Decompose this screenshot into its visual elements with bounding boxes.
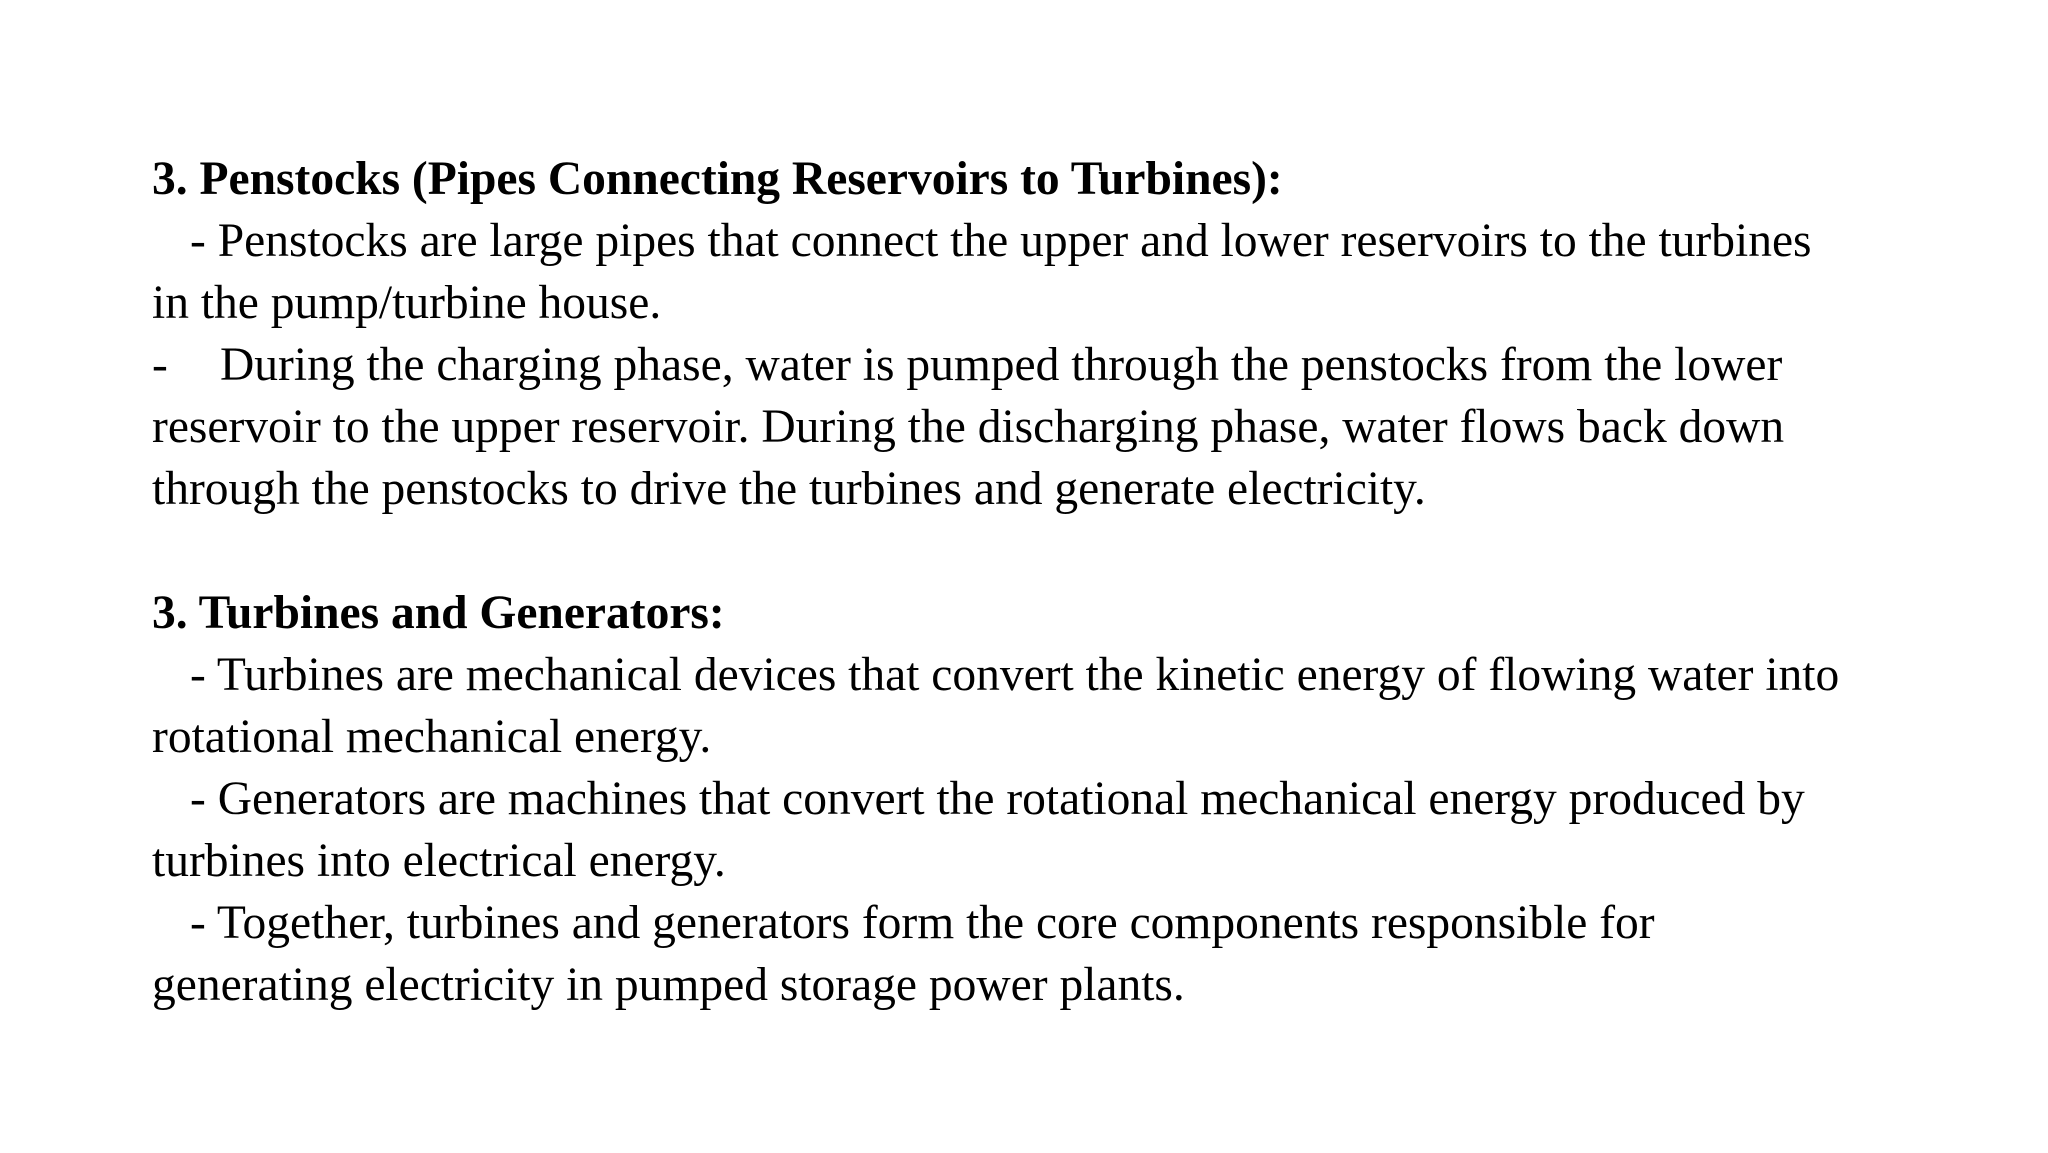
bullet-text: During the charging phase, water is pumped through the penstocks from the lower xyxy=(220,339,1783,391)
bullet-dash: - xyxy=(152,339,168,391)
section-penstocks xyxy=(152,148,2012,520)
section-spacer xyxy=(152,520,2012,582)
section-turbines-generators xyxy=(152,582,2012,1016)
section-heading: 3. Turbines and Generators: xyxy=(152,587,725,639)
bullet-continuation: through the penstocks to drive the turbines and generate electricity. xyxy=(152,463,1426,515)
document-content xyxy=(152,148,2012,1016)
bullet-line: - Together, turbines and generators form the core components responsible for xyxy=(190,897,1655,949)
bullet-continuation: in the pump/turbine house. xyxy=(152,277,662,329)
bullet-line: - Turbines are mechanical devices that convert the kinetic energy of flowing water into xyxy=(190,649,1840,701)
section-heading: 3. Penstocks (Pipes Connecting Reservoirs to Turbines): xyxy=(152,153,1283,205)
bullet-continuation: reservoir to the upper reservoir. During the discharging phase, water flows back down xyxy=(152,401,1785,453)
bullet-line: - Penstocks are large pipes that connect the upper and lower reservoirs to the turbines xyxy=(190,215,1812,267)
bullet-continuation: turbines into electrical energy. xyxy=(152,835,726,887)
bullet-continuation: rotational mechanical energy. xyxy=(152,711,712,763)
bullet-line xyxy=(152,334,2012,396)
bullet-line: - Generators are machines that convert the rotational mechanical energy produced by xyxy=(190,773,1805,825)
bullet-continuation: generating electricity in pumped storage power plants. xyxy=(152,959,1185,1011)
